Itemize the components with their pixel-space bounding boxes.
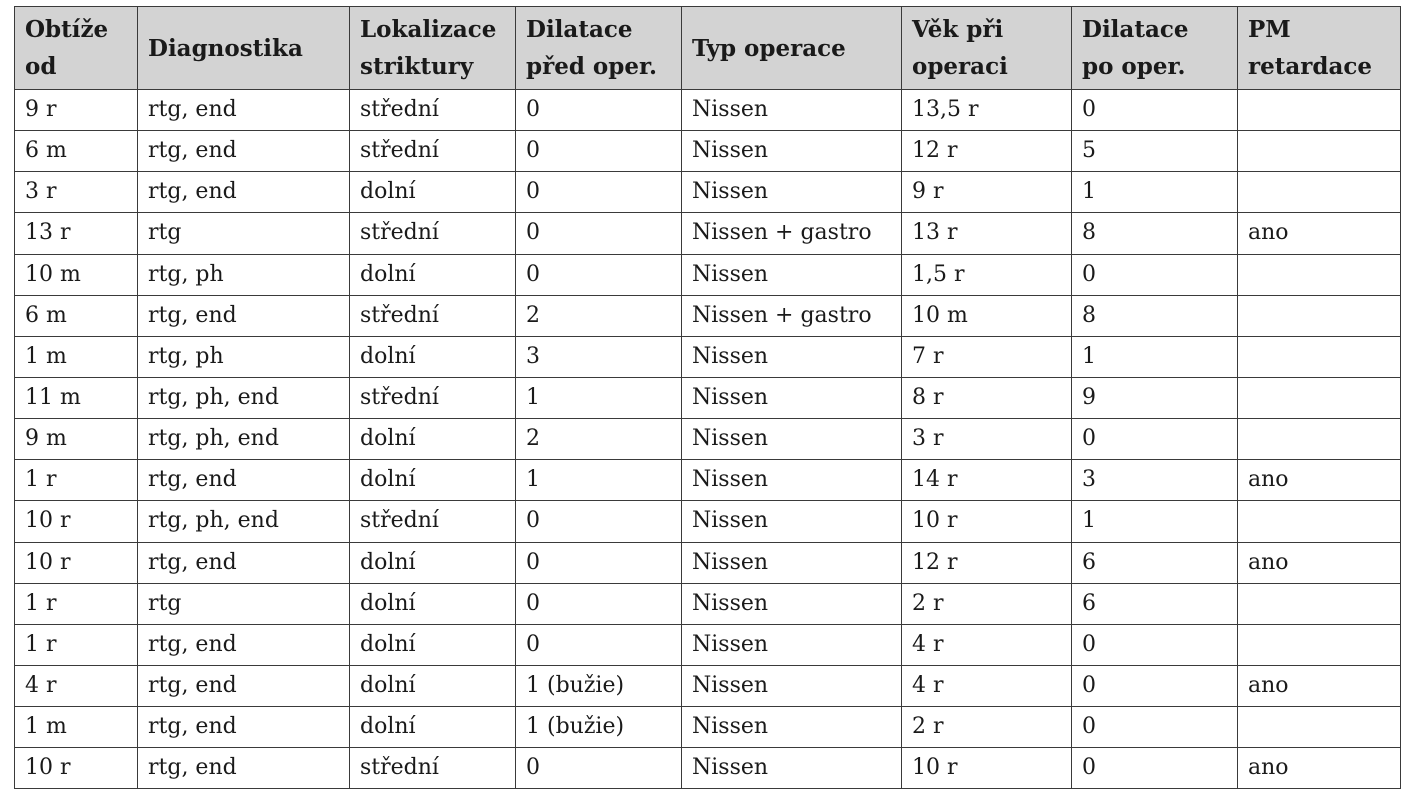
cell-age-at-operation: 2 r: [902, 583, 1072, 624]
cell-onset: 10 r: [15, 542, 138, 583]
cell-diagnostics: rtg, ph: [138, 254, 350, 295]
table-row: [15, 419, 1401, 460]
cell-onset: 1 r: [15, 583, 138, 624]
cell-stricture-location: dolní: [350, 542, 516, 583]
cell-age-at-operation: 4 r: [902, 624, 1072, 665]
cell-pm-retardation: [1238, 336, 1401, 377]
table-header: [15, 7, 1401, 90]
cell-dilation-before: 0: [516, 131, 682, 172]
cell-onset: 11 m: [15, 377, 138, 418]
cell-diagnostics: rtg, ph, end: [138, 501, 350, 542]
table-row: [15, 336, 1401, 377]
cell-dilation-after: 5: [1072, 131, 1238, 172]
table-row: [15, 90, 1401, 131]
cell-stricture-location: dolní: [350, 419, 516, 460]
cell-onset: 6 m: [15, 295, 138, 336]
cell-dilation-after: 1: [1072, 336, 1238, 377]
cell-pm-retardation: [1238, 90, 1401, 131]
header-stricture-location: Lokalizace striktury: [350, 7, 516, 90]
cell-dilation-after: 1: [1072, 501, 1238, 542]
cell-diagnostics: rtg, end: [138, 172, 350, 213]
cell-onset: 10 r: [15, 748, 138, 789]
cell-dilation-after: 0: [1072, 254, 1238, 295]
cell-onset: 6 m: [15, 131, 138, 172]
cell-onset: 13 r: [15, 213, 138, 254]
cell-dilation-after: 0: [1072, 90, 1238, 131]
cell-onset: 9 m: [15, 419, 138, 460]
table-body: [15, 90, 1401, 789]
cell-diagnostics: rtg, end: [138, 460, 350, 501]
cell-dilation-before: 0: [516, 254, 682, 295]
cell-dilation-before: 3: [516, 336, 682, 377]
cell-onset: 1 m: [15, 707, 138, 748]
table-row: [15, 542, 1401, 583]
cell-stricture-location: střední: [350, 213, 516, 254]
cell-dilation-after: 8: [1072, 213, 1238, 254]
cell-diagnostics: rtg, ph, end: [138, 377, 350, 418]
cell-operation-type: Nissen: [682, 90, 902, 131]
cell-age-at-operation: 4 r: [902, 665, 1072, 706]
cell-age-at-operation: 1,5 r: [902, 254, 1072, 295]
cell-pm-retardation: [1238, 254, 1401, 295]
cell-diagnostics: rtg, end: [138, 748, 350, 789]
cell-stricture-location: střední: [350, 295, 516, 336]
cell-operation-type: Nissen: [682, 748, 902, 789]
cell-dilation-after: 6: [1072, 583, 1238, 624]
cell-onset: 3 r: [15, 172, 138, 213]
cell-operation-type: Nissen: [682, 707, 902, 748]
cell-pm-retardation: ano: [1238, 665, 1401, 706]
cell-operation-type: Nissen: [682, 665, 902, 706]
cell-dilation-before: 1 (bužie): [516, 665, 682, 706]
cell-operation-type: Nissen: [682, 624, 902, 665]
cell-dilation-before: 2: [516, 295, 682, 336]
cell-age-at-operation: 13 r: [902, 213, 1072, 254]
table-row: [15, 707, 1401, 748]
cell-stricture-location: střední: [350, 90, 516, 131]
cell-age-at-operation: 12 r: [902, 131, 1072, 172]
cell-dilation-before: 0: [516, 213, 682, 254]
cell-dilation-before: 0: [516, 624, 682, 665]
cell-onset: 1 m: [15, 336, 138, 377]
cell-onset: 1 r: [15, 624, 138, 665]
cell-age-at-operation: 3 r: [902, 419, 1072, 460]
cell-dilation-before: 0: [516, 172, 682, 213]
cell-stricture-location: dolní: [350, 254, 516, 295]
cell-pm-retardation: [1238, 295, 1401, 336]
cell-pm-retardation: [1238, 583, 1401, 624]
cell-age-at-operation: 2 r: [902, 707, 1072, 748]
cell-pm-retardation: [1238, 419, 1401, 460]
cell-dilation-before: 1: [516, 460, 682, 501]
table-row: [15, 748, 1401, 789]
cell-dilation-after: 6: [1072, 542, 1238, 583]
cell-pm-retardation: ano: [1238, 748, 1401, 789]
cell-dilation-before: 2: [516, 419, 682, 460]
cell-dilation-after: 0: [1072, 707, 1238, 748]
cell-operation-type: Nissen: [682, 501, 902, 542]
cell-dilation-before: 0: [516, 501, 682, 542]
cell-diagnostics: rtg: [138, 213, 350, 254]
cell-age-at-operation: 13,5 r: [902, 90, 1072, 131]
cell-operation-type: Nissen: [682, 254, 902, 295]
header-dilation-before: Dilatace před oper.: [516, 7, 682, 90]
table-row: [15, 131, 1401, 172]
table-row: [15, 254, 1401, 295]
table-row: [15, 665, 1401, 706]
cell-diagnostics: rtg, end: [138, 90, 350, 131]
cell-onset: 10 m: [15, 254, 138, 295]
header-diagnostics: Diagnostika: [138, 7, 350, 90]
cell-stricture-location: střední: [350, 377, 516, 418]
cell-dilation-after: 1: [1072, 172, 1238, 213]
cell-onset: 10 r: [15, 501, 138, 542]
cell-pm-retardation: [1238, 172, 1401, 213]
cell-pm-retardation: [1238, 131, 1401, 172]
cell-diagnostics: rtg, end: [138, 131, 350, 172]
cell-dilation-before: 0: [516, 90, 682, 131]
cell-operation-type: Nissen: [682, 336, 902, 377]
header-operation-type: Typ operace: [682, 7, 902, 90]
cell-dilation-after: 0: [1072, 624, 1238, 665]
cell-pm-retardation: [1238, 707, 1401, 748]
cell-operation-type: Nissen: [682, 131, 902, 172]
table-row: [15, 624, 1401, 665]
cell-stricture-location: dolní: [350, 172, 516, 213]
cell-age-at-operation: 8 r: [902, 377, 1072, 418]
cell-stricture-location: střední: [350, 748, 516, 789]
cell-dilation-after: 0: [1072, 665, 1238, 706]
cell-operation-type: Nissen: [682, 542, 902, 583]
cell-diagnostics: rtg, end: [138, 542, 350, 583]
cell-stricture-location: dolní: [350, 336, 516, 377]
cell-diagnostics: rtg, end: [138, 665, 350, 706]
cell-dilation-after: 8: [1072, 295, 1238, 336]
cell-operation-type: Nissen + gastro: [682, 295, 902, 336]
table-row: [15, 172, 1401, 213]
header-dilation-after: Dilatace po oper.: [1072, 7, 1238, 90]
cell-operation-type: Nissen: [682, 419, 902, 460]
cell-operation-type: Nissen: [682, 460, 902, 501]
patient-data-table: [14, 6, 1401, 789]
cell-diagnostics: rtg, end: [138, 295, 350, 336]
cell-age-at-operation: 14 r: [902, 460, 1072, 501]
header-onset: Obtíže od: [15, 7, 138, 90]
cell-operation-type: Nissen + gastro: [682, 213, 902, 254]
table-row: [15, 460, 1401, 501]
cell-diagnostics: rtg, ph, end: [138, 419, 350, 460]
cell-stricture-location: střední: [350, 501, 516, 542]
cell-dilation-before: 0: [516, 583, 682, 624]
cell-age-at-operation: 7 r: [902, 336, 1072, 377]
cell-diagnostics: rtg, end: [138, 707, 350, 748]
table-row: [15, 583, 1401, 624]
cell-pm-retardation: [1238, 624, 1401, 665]
cell-pm-retardation: ano: [1238, 460, 1401, 501]
cell-stricture-location: dolní: [350, 665, 516, 706]
header-pm-retardation: PM retardace: [1238, 7, 1401, 90]
cell-diagnostics: rtg: [138, 583, 350, 624]
cell-dilation-before: 1 (bužie): [516, 707, 682, 748]
cell-age-at-operation: 10 m: [902, 295, 1072, 336]
cell-stricture-location: dolní: [350, 460, 516, 501]
cell-dilation-after: 0: [1072, 748, 1238, 789]
table-row: [15, 295, 1401, 336]
cell-dilation-after: 3: [1072, 460, 1238, 501]
cell-age-at-operation: 9 r: [902, 172, 1072, 213]
cell-pm-retardation: ano: [1238, 542, 1401, 583]
cell-stricture-location: dolní: [350, 707, 516, 748]
cell-pm-retardation: [1238, 377, 1401, 418]
cell-diagnostics: rtg, end: [138, 624, 350, 665]
cell-onset: 9 r: [15, 90, 138, 131]
cell-stricture-location: dolní: [350, 624, 516, 665]
table-row: [15, 501, 1401, 542]
cell-age-at-operation: 10 r: [902, 501, 1072, 542]
cell-pm-retardation: ano: [1238, 213, 1401, 254]
cell-operation-type: Nissen: [682, 377, 902, 418]
cell-pm-retardation: [1238, 501, 1401, 542]
cell-operation-type: Nissen: [682, 583, 902, 624]
cell-onset: 1 r: [15, 460, 138, 501]
cell-dilation-before: 0: [516, 748, 682, 789]
cell-dilation-after: 0: [1072, 419, 1238, 460]
cell-onset: 4 r: [15, 665, 138, 706]
cell-dilation-before: 1: [516, 377, 682, 418]
cell-diagnostics: rtg, ph: [138, 336, 350, 377]
cell-age-at-operation: 10 r: [902, 748, 1072, 789]
cell-age-at-operation: 12 r: [902, 542, 1072, 583]
header-row: [15, 7, 1401, 90]
table-row: [15, 213, 1401, 254]
table-row: [15, 377, 1401, 418]
cell-stricture-location: střední: [350, 131, 516, 172]
header-age-at-operation: Věk při operaci: [902, 7, 1072, 90]
cell-dilation-after: 9: [1072, 377, 1238, 418]
cell-stricture-location: dolní: [350, 583, 516, 624]
cell-operation-type: Nissen: [682, 172, 902, 213]
cell-dilation-before: 0: [516, 542, 682, 583]
